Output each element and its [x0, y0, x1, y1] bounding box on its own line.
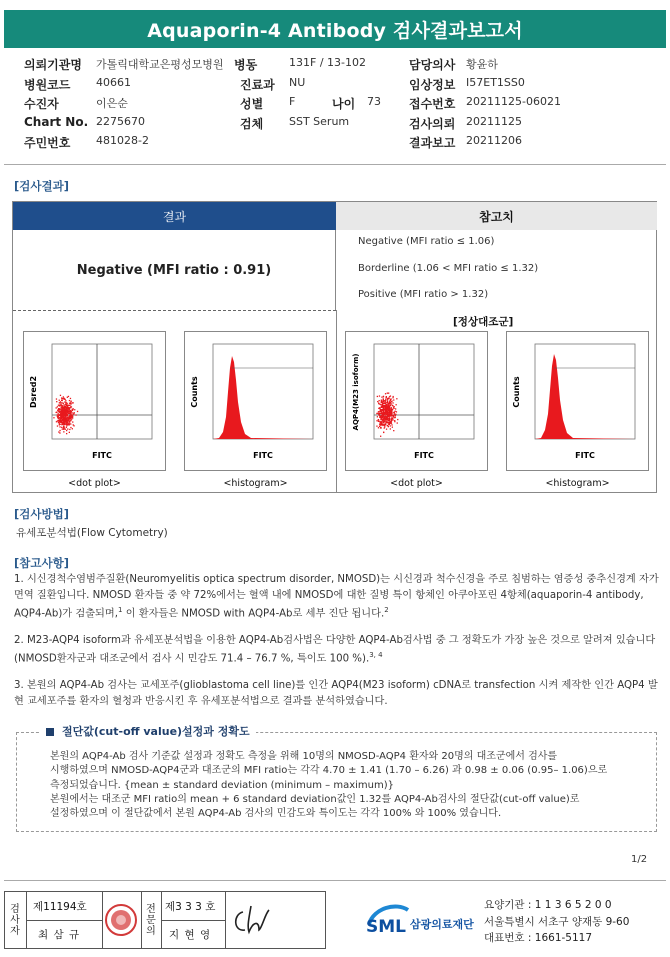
- info-value: NU: [289, 75, 306, 89]
- specialist-id: 제3 3 3 호: [165, 901, 216, 913]
- info-label: 결과보고: [409, 136, 456, 150]
- info-value: 황윤하: [466, 58, 498, 71]
- hist-ylabel: Counts: [512, 376, 521, 408]
- cutoff-line: 설정하였으며 이 절단값에서 본원 AQP4-Ab 검사의 민감도와 특이도는 각각 100% 와 100% 였습니다.: [50, 808, 502, 820]
- dot-plot-caption: <dot plot>: [68, 478, 121, 489]
- histogram-caption: <histogram>: [223, 478, 288, 489]
- histogram-graphic: [185, 332, 328, 472]
- info-value: 40661: [96, 75, 131, 89]
- vertical-divider: [336, 310, 337, 493]
- info-label: 나이: [332, 97, 356, 111]
- info-label: 임상정보: [409, 77, 456, 92]
- dot-plot-graphic: [346, 332, 489, 472]
- note-2: [14, 633, 659, 667]
- specialist-label: 전문의: [146, 904, 156, 937]
- control-dot-plot: [345, 331, 488, 471]
- info-label: 수진자: [24, 97, 59, 111]
- info-row-4: [24, 115, 654, 135]
- sml-org-name: 삼광의료재단: [410, 918, 474, 931]
- citation: 3, 4: [369, 651, 383, 660]
- info-row-2: [24, 76, 654, 96]
- note-3: 3. 본원의 AQP4-Ab 검사는 교세포주(glioblastoma cell line)를 인간 AQP4(M23 isoform) cDNA로 transfection 시켜 제작한 인간 AQP4 발현 교세포주를 환자의 혈청과 반응시킨 후 유세포분석법으로 결과를 분석하였습니다.: [14, 680, 658, 707]
- examiner-label: 검사자: [10, 904, 20, 937]
- dot-xlabel: FITC: [414, 451, 434, 460]
- info-value: 73: [367, 95, 381, 108]
- info-label: Chart No.: [24, 114, 89, 129]
- lab-code: 요양기관 : 1 1 3 6 5 2 0 0: [484, 899, 612, 911]
- note-1-text: 1. 시신경척수염범주질환(Neuromyelitis optica spectrum disorder, NMOSD)는 시신경과 척수신경을 주로 침범하는 염증성 중추신경계 자가면역 질환입니다. NMOSD 환자들 중 약 72%에서는 혈액 내에 NMOSD에 대한 질병 특이 항체인 아쿠아포린 4항체(aquaporin-4 antibody, AQP4-Ab)가 검출되며,: [14, 574, 659, 620]
- examiner-seal-icon: [103, 902, 139, 938]
- info-label: 주민번호: [24, 136, 71, 150]
- dashed-divider: [13, 310, 336, 311]
- result-header: 결과: [13, 202, 336, 230]
- info-value: 20211206: [466, 134, 522, 147]
- note-2-text: 2. M23-AQP4 isoform과 유세포분석법을 이용한 AQP4-Ab검사법은 다양한 AQP4-Ab검사법 중 그 정확도가 가장 높은 것으로 알려져 있습니다(NMOSD환자군과 대조군에서 검사 시 민감도 71.4 – 76.7 %, 특이도 100 %).: [14, 634, 656, 665]
- examiner-id: 제11194호: [33, 901, 87, 913]
- patient-info: [24, 56, 654, 154]
- cutoff-line: 시행하였으며 NMOSD-AQP4군과 대조군의 MFI ratio는 각각 4.70 ± 1.41 (1.70 – 6.26) 과 0.98 ± 0.06 (0.95– 1.06)으로: [50, 765, 608, 777]
- dot-plot-caption: <dot plot>: [390, 478, 443, 489]
- note-1: [14, 572, 659, 622]
- square-bullet-icon: [46, 728, 54, 736]
- info-value: 이은순: [96, 97, 128, 110]
- sml-logo-icon: [366, 898, 478, 938]
- note-1-text: 이 환자들은 NMOSD with AQP4-Ab로 세부 진단 됩니다.: [122, 608, 385, 620]
- cutoff-text: [50, 750, 640, 821]
- info-value: I57ET1SS0: [466, 75, 525, 89]
- info-label: 성별: [240, 97, 264, 111]
- divider: [161, 920, 225, 921]
- lab-contact: [484, 897, 629, 947]
- signature-block: [4, 891, 326, 949]
- info-label: 검사의뢰: [409, 116, 456, 131]
- page-number: 1/2: [631, 854, 648, 865]
- sml-abbr: SML: [366, 917, 406, 937]
- reference-header: 참고치: [336, 202, 657, 230]
- specialist-name: 지 현 영: [169, 929, 212, 941]
- info-value: SST Serum: [289, 114, 350, 128]
- cutoff-title: [40, 723, 256, 739]
- method-text: 유세포분석법(Flow Cytometry): [16, 527, 168, 539]
- info-value: 20211125-06021: [466, 95, 561, 108]
- info-row-1: [24, 56, 654, 76]
- cutoff-line: 본원의 AQP4-Ab 검사 기준값 설정과 정확도 측정을 위해 10명의 NMOSD-AQP4 환자와 20명의 대조군에서 검사를: [50, 751, 558, 762]
- dot-xlabel: FITC: [92, 451, 112, 460]
- divider: [26, 920, 102, 921]
- result-section-title: [검사결과]: [14, 179, 69, 193]
- dot-ylabel: AQP4(M23 isoform): [352, 353, 360, 431]
- info-value: 2275670: [96, 114, 145, 128]
- reference-positive: Positive (MFI ratio > 1.32): [358, 289, 489, 300]
- info-value: 481028-2: [96, 134, 149, 147]
- info-label: 병원코드: [24, 77, 71, 92]
- method-section-title: [검사방법]: [14, 507, 69, 521]
- notes-section-title: [참고사항]: [14, 556, 69, 570]
- info-value: F: [289, 95, 296, 108]
- cutoff-line: 측정되었습니다. {mean ± standard deviation (minimum – maximum)}: [50, 779, 394, 791]
- patient-histogram: [184, 331, 327, 471]
- histogram-caption: <histogram>: [545, 478, 610, 489]
- hist-xlabel: FITC: [575, 451, 595, 460]
- cutoff-title-text: 절단값(cut-off value)설정과 정확도: [62, 725, 250, 738]
- info-label: 담당의사: [409, 58, 456, 72]
- reference-negative: Negative (MFI ratio ≤ 1.06): [358, 236, 495, 247]
- info-label: 접수번호: [409, 97, 456, 111]
- info-row-3: [24, 95, 654, 115]
- info-value: 가톨릭대학교은평성모병원: [96, 58, 224, 71]
- divider: [4, 164, 666, 165]
- dot-ylabel: Dsred2: [29, 375, 38, 409]
- histogram-graphic: [507, 332, 650, 472]
- citation: 2: [384, 606, 389, 614]
- lab-phone: 대표번호 : 1661-5117: [484, 932, 593, 944]
- info-label: 병동: [234, 58, 258, 72]
- cutoff-line: 본원에서는 대조군 MFI ratio의 mean + 6 standard deviation값인 1.32를 AQP4-Ab검사의 절단값(cut-off value)로: [50, 793, 580, 805]
- sml-logo: [366, 898, 478, 942]
- result-value: Negative (MFI ratio : 0.91): [13, 230, 336, 310]
- info-value: 20211125: [466, 114, 522, 128]
- control-histogram: [506, 331, 649, 471]
- patient-dot-plot: [23, 331, 166, 471]
- divider: [225, 892, 226, 948]
- lab-address: 서울특별시 서초구 양재동 9-60: [484, 915, 630, 928]
- divider: [4, 880, 666, 881]
- signature-icon: [229, 900, 279, 940]
- hist-xlabel: FITC: [253, 451, 273, 460]
- notes: [14, 572, 659, 720]
- citation: 1: [117, 606, 123, 614]
- info-label: 진료과: [240, 77, 275, 92]
- info-label: 검체: [240, 116, 264, 131]
- reference-borderline: Borderline (1.06 < MFI ratio ≤ 1.32): [358, 262, 539, 274]
- dot-plot-graphic: [24, 332, 167, 472]
- normal-control-label: [정상대조군]: [453, 316, 514, 328]
- info-value: 131F / 13-102: [289, 56, 366, 69]
- hist-ylabel: Counts: [190, 376, 199, 408]
- divider: [141, 892, 142, 948]
- examiner-name: 최 삼 규: [38, 929, 81, 941]
- report-title: Aquaporin-4 Antibody 검사결과보고서: [4, 10, 666, 48]
- reference-list: [358, 236, 538, 316]
- info-label: 의뢰기관명: [24, 58, 82, 72]
- info-row-5: [24, 134, 654, 154]
